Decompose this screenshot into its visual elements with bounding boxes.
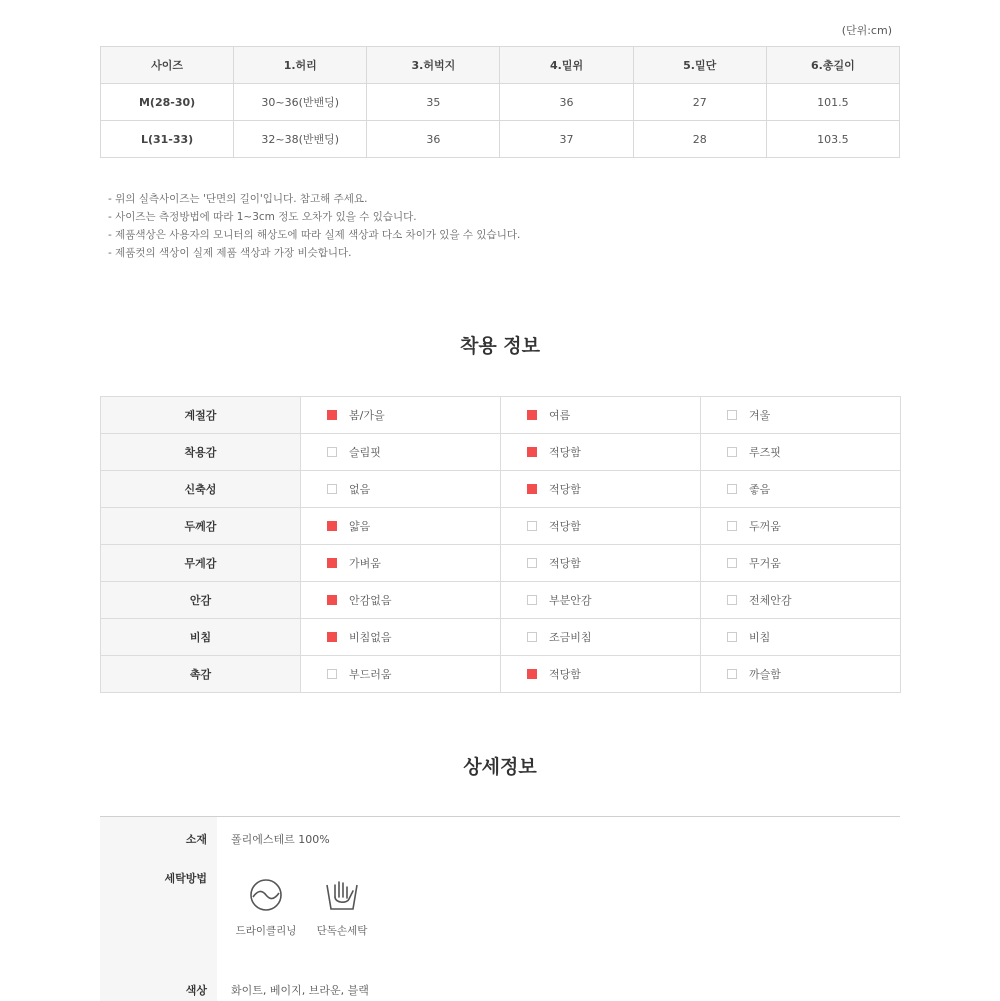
checked-box-icon (327, 595, 337, 605)
wear-category-cell: 촉감 (101, 656, 301, 693)
wear-option-label: 부분안감 (549, 594, 592, 607)
size-value-cell: 35 (367, 84, 500, 121)
wear-option-cell (301, 397, 501, 434)
size-value-cell: 32~38(반밴딩) (234, 121, 367, 158)
wear-option-cell (501, 545, 701, 582)
wear-option-cell (301, 619, 501, 656)
checked-box-icon (327, 410, 337, 420)
wear-option-label: 부드러움 (349, 668, 392, 681)
wear-category-cell: 안감 (101, 582, 301, 619)
material-value: 폴리에스테르 100% (231, 833, 330, 846)
size-value-cell: 103.5 (766, 121, 899, 158)
size-header-cell: 1.허리 (234, 47, 367, 84)
size-value-cell: 36 (367, 121, 500, 158)
wear-option-label: 무거움 (749, 557, 781, 570)
wear-option-label: 조금비침 (549, 631, 592, 644)
wear-option-cell (301, 656, 501, 693)
size-header-cell: 3.허벅지 (367, 47, 500, 84)
size-header-cell: 4.밑위 (500, 47, 633, 84)
checked-box-icon (327, 558, 337, 568)
wear-option-cell (501, 582, 701, 619)
wear-info-table (100, 396, 901, 693)
size-header-cell: 6.총길이 (766, 47, 899, 84)
size-value-cell: 101.5 (766, 84, 899, 121)
wear-option-label: 좋음 (749, 483, 771, 496)
checked-box-icon (327, 521, 337, 531)
table-row (101, 84, 900, 121)
wear-option-cell (301, 471, 501, 508)
unchecked-box-icon (527, 595, 537, 605)
color-value: 화이트, 베이지, 브라운, 블랙 (231, 984, 369, 997)
wear-option-cell (301, 582, 501, 619)
wear-option-label: 비침없음 (349, 631, 392, 644)
wear-option-label: 겨울 (749, 409, 771, 422)
size-chart-header-row (101, 47, 900, 84)
wear-option-label: 가벼움 (349, 557, 381, 570)
wear-option-cell (701, 582, 901, 619)
checked-box-icon (527, 447, 537, 457)
wear-option-label: 적당함 (549, 446, 581, 459)
unchecked-box-icon (727, 410, 737, 420)
washing-item-dry-cleaning (226, 877, 306, 938)
wear-option-cell (701, 545, 901, 582)
table-row (101, 434, 901, 471)
wear-option-label: 적당함 (549, 557, 581, 570)
table-row (101, 619, 901, 656)
wear-option-label: 적당함 (549, 520, 581, 533)
wear-option-cell (501, 434, 701, 471)
size-value-cell: 30~36(반밴딩) (234, 84, 367, 121)
table-row (101, 582, 901, 619)
wear-option-label: 없음 (349, 483, 371, 496)
unchecked-box-icon (727, 447, 737, 457)
wear-option-cell (701, 508, 901, 545)
size-value-cell: 27 (633, 84, 766, 121)
checked-box-icon (527, 484, 537, 494)
wear-option-cell (701, 619, 901, 656)
checked-box-icon (327, 632, 337, 642)
table-row (101, 508, 901, 545)
unchecked-box-icon (327, 669, 337, 679)
detail-info-title: 상세정보 (463, 756, 537, 778)
size-value-cell: 37 (500, 121, 633, 158)
table-row (101, 656, 901, 693)
wear-option-cell (501, 508, 701, 545)
size-value-cell: 28 (633, 121, 766, 158)
wear-option-label: 비침 (749, 631, 771, 644)
unchecked-box-icon (527, 521, 537, 531)
wear-option-cell (701, 397, 901, 434)
size-label-cell: M(28-30) (101, 84, 234, 121)
unchecked-box-icon (727, 484, 737, 494)
wear-option-label: 적당함 (549, 668, 581, 681)
size-chart-table (100, 46, 900, 158)
wear-option-cell (501, 656, 701, 693)
wear-option-label: 전체안감 (749, 594, 792, 607)
size-label-cell: L(31-33) (101, 121, 234, 158)
wear-category-cell: 두께감 (101, 508, 301, 545)
table-row (101, 397, 901, 434)
wear-option-cell (701, 471, 901, 508)
wear-info-title: 착용 정보 (459, 335, 541, 357)
wear-option-label: 적당함 (549, 483, 581, 496)
unchecked-box-icon (327, 447, 337, 457)
wear-option-cell (501, 471, 701, 508)
washing-item-label: 단독손세탁 (316, 925, 368, 937)
note-line: - 제품컷의 색상이 실제 제품 색상과 가장 비슷합니다. (108, 247, 352, 259)
color-label: 색상 (185, 984, 207, 997)
table-row (101, 471, 901, 508)
wear-option-label: 루즈핏 (749, 446, 781, 459)
wear-option-label: 슬림핏 (349, 446, 381, 459)
note-line: - 제품색상은 사용자의 모니터의 해상도에 따라 실제 색상과 다소 차이가 있을 수 있습니다. (108, 229, 521, 241)
unchecked-box-icon (727, 521, 737, 531)
wear-option-cell (501, 397, 701, 434)
checked-box-icon (527, 410, 537, 420)
unchecked-box-icon (527, 558, 537, 568)
wear-option-cell (301, 434, 501, 471)
wear-option-cell (701, 656, 901, 693)
wear-category-cell: 계절감 (101, 397, 301, 434)
unchecked-box-icon (727, 595, 737, 605)
wear-option-cell (301, 508, 501, 545)
unchecked-box-icon (727, 632, 737, 642)
size-value-cell: 36 (500, 84, 633, 121)
unit-note: (단위:cm) (841, 24, 892, 37)
wear-option-label: 안감없음 (349, 594, 392, 607)
unchecked-box-icon (527, 632, 537, 642)
material-label: 소재 (185, 833, 207, 846)
wear-option-label: 까슬함 (749, 668, 781, 681)
wear-category-cell: 신축성 (101, 471, 301, 508)
size-header-cell: 5.밑단 (633, 47, 766, 84)
wear-category-cell: 비침 (101, 619, 301, 656)
washing-item-hand-wash (302, 877, 382, 938)
note-line: - 위의 실측사이즈는 '단면의 길이'입니다. 참고해 주세요. (108, 193, 368, 205)
wear-option-label: 봄/가을 (349, 409, 385, 422)
unchecked-box-icon (727, 558, 737, 568)
table-row (101, 545, 901, 582)
wear-option-cell (301, 545, 501, 582)
wear-option-cell (701, 434, 901, 471)
detail-info-table (100, 816, 900, 1001)
note-line: - 사이즈는 측정방법에 따라 1~3cm 정도 오차가 있을 수 있습니다. (108, 211, 417, 223)
wear-option-label: 두꺼움 (749, 520, 781, 533)
unchecked-box-icon (327, 484, 337, 494)
unchecked-box-icon (727, 669, 737, 679)
hand-wash-icon (323, 877, 361, 913)
wear-option-label: 여름 (549, 409, 571, 422)
wear-option-cell (501, 619, 701, 656)
size-notes (108, 190, 520, 262)
checked-box-icon (527, 669, 537, 679)
wear-category-cell: 무게감 (101, 545, 301, 582)
washing-item-label: 드라이클리닝 (235, 925, 297, 937)
dry-cleaning-icon (248, 877, 284, 913)
size-header-cell: 사이즈 (101, 47, 234, 84)
wear-option-label: 얇음 (349, 520, 371, 533)
wear-category-cell: 착용감 (101, 434, 301, 471)
washing-label: 세탁방법 (164, 872, 207, 885)
table-row (101, 121, 900, 158)
